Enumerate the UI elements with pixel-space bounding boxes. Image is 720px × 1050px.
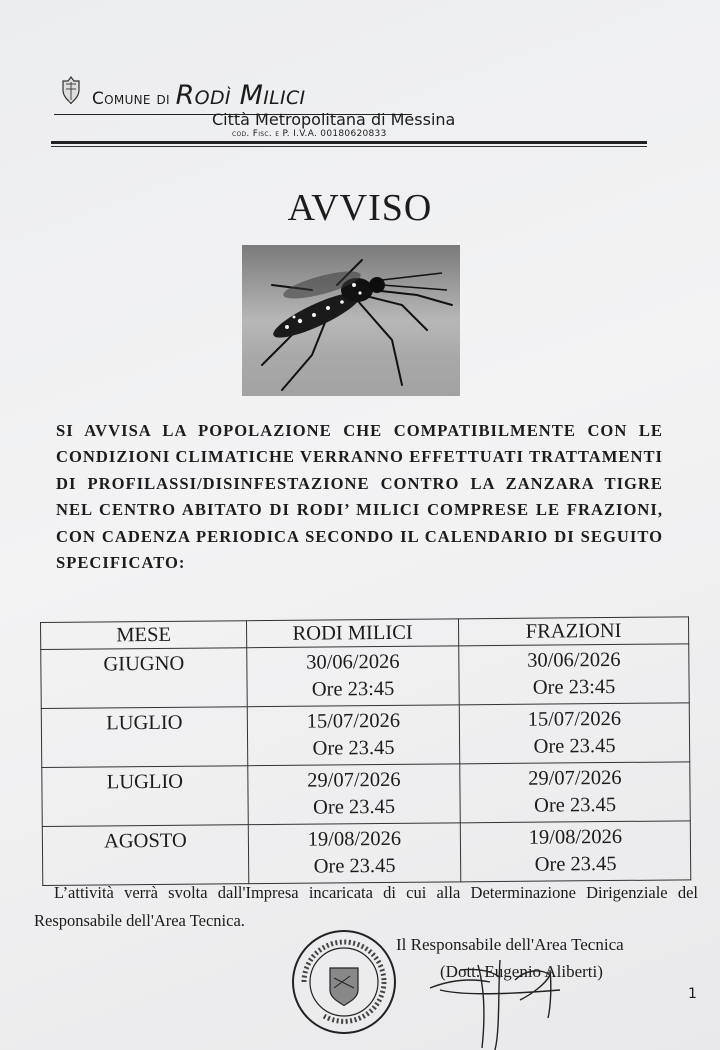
page-title: AVVISO: [287, 187, 433, 229]
rodi-date: 29/07/2026: [307, 768, 401, 792]
signature-name: (Dott. Eugenio Aliberti): [440, 962, 603, 981]
citta-metropolitana: Città Metropolitana di Messina: [212, 110, 456, 129]
header-frazioni: FRAZIONI: [458, 617, 688, 646]
rodi-time: Ore 23.45: [313, 854, 396, 878]
page-number: 1: [688, 986, 697, 1002]
table-row: [41, 703, 689, 768]
frazioni-cell: [459, 644, 690, 705]
rodi-date: 19/08/2026: [307, 827, 402, 851]
rodi-time: Ore 23:45: [311, 677, 395, 701]
header-mese: MESE: [41, 621, 247, 650]
header-thin-rule: [51, 146, 647, 147]
table-row: [42, 762, 690, 827]
crest-icon: [60, 76, 82, 106]
rodi-cell: [248, 823, 461, 884]
header-rodi-milici: RODI MILICI: [246, 619, 458, 648]
rodi-time: Ore 23.45: [312, 736, 395, 760]
table-row: [41, 644, 689, 709]
frazioni-cell: [460, 762, 691, 823]
comune-line: [92, 80, 305, 111]
rodi-date: 30/06/2026: [306, 650, 400, 674]
month-cell: LUGLIO: [42, 766, 249, 827]
rodi-cell: [247, 705, 460, 766]
frazioni-time: Ore 23.45: [534, 793, 617, 817]
frazioni-date: 30/06/2026: [527, 648, 621, 672]
frazioni-date: 15/07/2026: [527, 707, 622, 731]
letterhead: [54, 76, 648, 154]
notice-text: SI AVVISA LA POPOLAZIONE CHE COMPATIBILMENTE CON LE CONDIZIONI CLIMATICHE VERRANNO EFFETTUATI TRATTAMENTI DI PROFILASSI/DISINFESTAZIONE CONTRO LA ZANZARA TIGRE NEL CENTRO ABITATO DI RODI’ MILICI COMPRESE LE FRAZIONI, CON CADENZA PERIODICA SECONDO IL CALENDARIO DI SEGUITO SPECIFICATO:: [56, 421, 663, 573]
rodi-date: 15/07/2026: [306, 709, 401, 733]
footer-text: L’attività verrà svolta dall'Impresa incaricata di cui alla Determinazione Dirigenziale del Responsabile dell'Area Tecnica.: [34, 883, 698, 930]
comune-name: Rodì Milici: [175, 80, 306, 111]
month-cell: LUGLIO: [41, 707, 248, 768]
signature-role: Il Responsabile dell'Area Tecnica: [396, 935, 624, 954]
frazioni-time: Ore 23:45: [532, 675, 616, 699]
frazioni-cell: [459, 703, 690, 764]
handwritten-signature: [400, 940, 620, 1050]
calendar-table: [40, 616, 691, 886]
header-double-rule: [51, 141, 647, 144]
official-stamp-icon: [290, 928, 398, 1036]
month-cell: AGOSTO: [42, 825, 249, 886]
frazioni-time: Ore 23.45: [533, 734, 616, 758]
table-row: [42, 821, 690, 886]
rodi-cell: [247, 646, 460, 707]
mosquito-photo: [242, 245, 460, 396]
frazioni-date: 19/08/2026: [528, 825, 623, 849]
frazioni-time: Ore 23.45: [534, 852, 617, 876]
frazioni-date: 29/07/2026: [528, 766, 622, 790]
codice-fiscale: cod. Fisc. e P. I.V.A. 00180620833: [232, 129, 387, 139]
frazioni-cell: [460, 821, 691, 882]
month-cell: GIUGNO: [41, 648, 248, 709]
rodi-time: Ore 23.45: [313, 795, 396, 819]
comune-prefix: Comune di: [92, 89, 170, 109]
rodi-cell: [248, 764, 461, 825]
